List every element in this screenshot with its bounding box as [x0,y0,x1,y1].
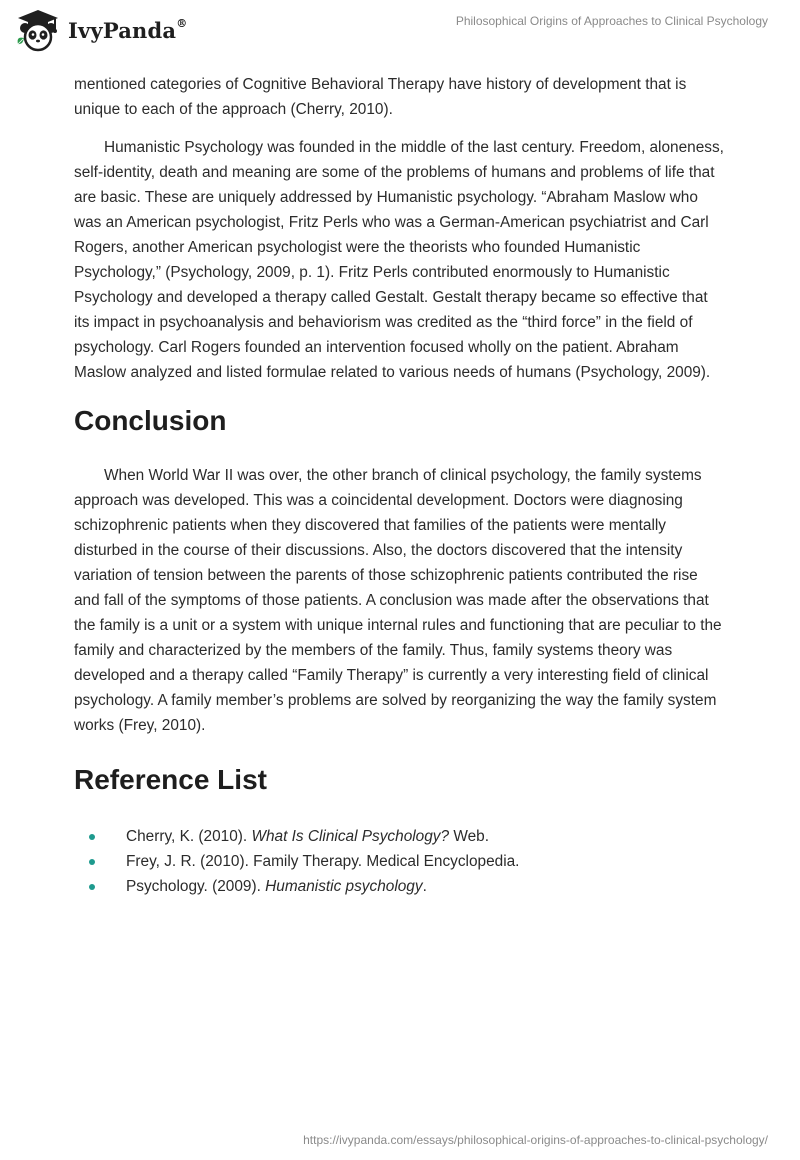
page-header [0,0,800,60]
heading-conclusion: Conclusion [74,405,227,436]
article-body [74,72,724,899]
bullet-icon [89,859,95,865]
reference-list [74,824,724,899]
heading-reference-list: Reference List [74,764,267,795]
panda-logo-icon [14,8,62,52]
reference-item: Psychology. (2009). Humanistic psychology. [74,874,724,899]
ivypanda-logo[interactable] [14,8,187,52]
document-title: Philosophical Origins of Approaches to Clinical Psychology [455,14,768,28]
reference-item: Cherry, K. (2010). What Is Clinical Psychology? Web. [74,824,724,849]
paragraph-conclusion: When World War II was over, the other branch of clinical psychology, the family systems approach was developed. This was a coincidental development. Doctors were diagnosing schizophrenic patients when they discovered that families of the patients were mentally disturbed in the course of their discussions. Also, the doctors discovered that the intensity variation of tension between the parents of those schizophrenic patients contributed the rise and fall of the symptoms of those patients. A conclusion was made after the observations that the family is a unit or a system with unique internal rules and functioning that are peculiar to the family and characterized by the members of the family. Thus, family systems theory was developed and a therapy called “Family Therapy” is currently a very interesting field of clinical psychology. A family member’s problems are solved by reorganizing the way the family system works (Frey, 2010). [74,467,722,734]
paragraph-continuation: mentioned categories of Cognitive Behavioral Therapy have history of development that is unique to each of the approach (Cherry, 2010). [74,76,687,118]
logo-wordmark: IvyPanda® [68,16,188,43]
source-url[interactable]: https://ivypanda.com/essays/philosophical-origins-of-approaches-to-clinical-psychology/ [303,1133,768,1147]
reference-item: Frey, J. R. (2010). Family Therapy. Medical Encyclopedia. [74,849,724,874]
bullet-icon [89,834,95,840]
bullet-icon [89,884,95,890]
paragraph-humanistic: Humanistic Psychology was founded in the middle of the last century. Freedom, aloneness, self-identity, death and meaning are some of the problems of humans and problems of life that are basic. These are uniquely addressed by Humanistic psychology. “Abraham Maslow who was an American psychologist, Fritz Perls who was a German-American psychiatrist and Carl Rogers, another American psychologist were the theorists who founded Humanistic Psychology,” (Psychology, 2009, p. 1). Fritz Perls contributed enormously to Humanistic Psychology and developed a therapy called Gestalt. Gestalt therapy became so effective that its impact in psychoanalysis and behaviorism was credited as the “third force” in the field of psychology. Carl Rogers founded an intervention focused wholly on the patient. Abraham Maslow analyzed and listed formulae related to various needs of humans (Psychology, 2009). [74,139,724,381]
